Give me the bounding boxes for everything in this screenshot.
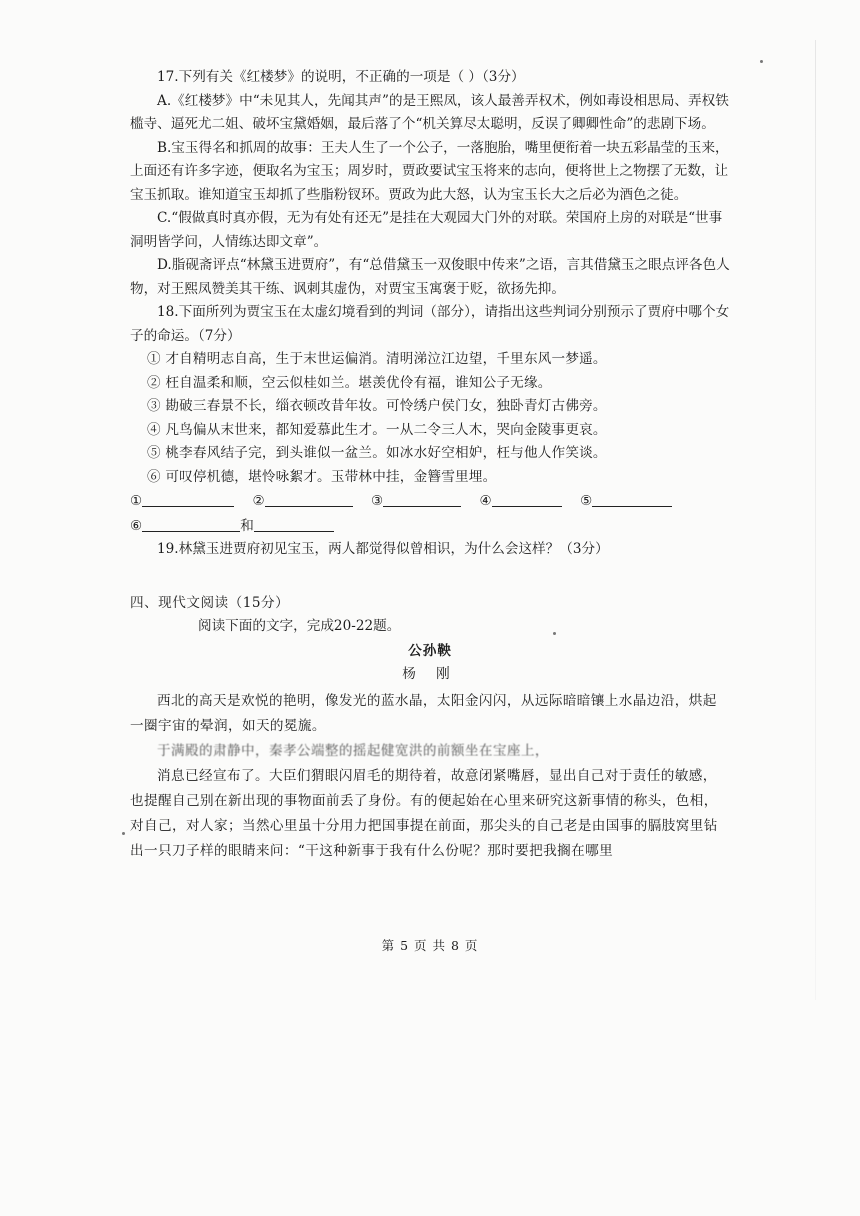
q18-item-4: ④ 凡鸟偏从末世来，都知爱慕此生才。一从二令三人木，哭向金陵事更哀。	[147, 421, 607, 438]
section-heading: 四、现代文阅读（15分）	[130, 594, 290, 611]
q17-option-a: A.《红楼梦》中“未见其人，先闻其声”的是王熙凤，该人最善弄权术，例如毒设相思局、弄权铁槛寺、逼死尤二姐、破坏宝黛婚姻，最后落了个“机关算尽太聪明，反误了卿卿性命”的悲剧下场。	[130, 92, 729, 132]
q17-option-b: B.宝玉得名和抓周的故事：王夫人生了一个公子，一落胞胎，嘴里便衔着一块五彩晶莹的玉来，上面还有许多字迹，便取名为宝玉；周岁时，贾政要试宝玉将来的志向，便将世上之物摆了无数，让宝玉抓取。谁知道宝玉却抓了些脂粉钗环。贾政为此大怒，认为宝玉长大之后必为酒色之徒。	[130, 139, 729, 203]
answer-blank[interactable]	[592, 489, 672, 507]
q18-item-2: ② 枉自温柔和顺，空云似桂如兰。堪羡优伶有福，谁知公子无缘。	[147, 374, 552, 391]
answer-blank[interactable]	[492, 489, 562, 507]
scan-edge-shadow	[815, 40, 816, 1000]
answer-blank[interactable]	[265, 489, 353, 507]
q17-stem: 17.下列有关《红楼梦》的说明，不正确的一项是（ ）（3分）	[157, 69, 525, 85]
scan-speck	[122, 832, 125, 835]
q18-answer-blanks	[130, 489, 730, 514]
reading-instruction: 阅读下面的文字，完成20-22题。	[198, 618, 401, 634]
q18-item-6: ⑥ 可叹停机德，堪怜咏絮才。玉带林中挂，金簪雪里埋。	[147, 468, 497, 485]
essay-paragraph-smudged: 于满殿的肃静中，秦孝公端整的摇起健宽洪的前额坐在宝座上，	[157, 742, 549, 759]
essay-title: 公孙鞅	[408, 642, 452, 659]
q19-stem: 19.林黛玉进贾府初见宝玉，两人都觉得似曾相识，为什么会这样？（3分）	[157, 541, 609, 557]
blank-label: ④	[479, 493, 492, 509]
essay-paragraph: 消息已经宣布了。大臣们猬眼闪眉毛的期待着，故意闭紧嘴唇，显出自己对于责任的敏感，也提醒自己别在新出现的事物面前丢了身份。有的便起始在心里来研究这新事情的称头，色相，对自己，对人家；当然心里虽十分用力把国事提在前面，那尖头的自己老是由国事的膈肢窝里钻出一只刀子样的眼睛来问：“干这种新事于我有什么份呢？那时要把我搁在哪里	[130, 767, 718, 859]
q17-option-d: D.脂砚斋评点“林黛玉进贾府”，有“总借黛玉一双俊眼中传来”之语，言其借黛玉之眼点评各色人物，对王熙凤赞美其干练、讽刺其虚伪，对贾宝玉寓褒于贬，欲扬先抑。	[130, 257, 730, 297]
blank-label: ①	[130, 493, 143, 509]
blank-label: 和	[240, 517, 254, 534]
answer-blank[interactable]	[254, 514, 334, 532]
blank-label: ⑥	[130, 517, 143, 534]
essay-paragraph: 西北的高天是欢悦的艳明，像发光的蓝水晶，太阳金闪闪，从远际暗暗镶上水晶边沿，烘起一圈宇宙的晕润，如天的冕旒。	[130, 692, 717, 734]
essay-author: 杨 刚	[402, 666, 458, 682]
blank-label: ⑤	[580, 493, 593, 509]
q17-option-c: C.“假做真时真亦假，无为有处有还无”是挂在大观园大门外的对联。荣国府上房的对联是“世事洞明皆学问，人情练达即文章”。	[130, 210, 723, 250]
answer-blank[interactable]	[142, 514, 240, 532]
q18-stem: 18.下面所列为贾宝玉在太虚幻境看到的判词（部分），请指出这些判词分别预示了贾府中哪个女子的命运。（7分）	[130, 304, 730, 344]
answer-blank[interactable]	[383, 489, 461, 507]
scan-speck	[760, 60, 763, 63]
blank-label: ②	[252, 493, 265, 509]
q18-item-3: ③ 勘破三春景不长，缁衣顿改昔年妆。可怜绣户侯门女，独卧青灯古佛旁。	[147, 398, 607, 414]
q18-answer-blanks-row2	[130, 514, 730, 539]
answer-blank[interactable]	[142, 489, 234, 507]
q18-item-1: ① 才自精明志自高，生于末世运偏消。清明涕泣江边望，千里东风一梦遥。	[147, 351, 607, 367]
blank-label: ③	[371, 493, 384, 509]
page-number-footer: 第 5 页 共 8 页	[381, 938, 479, 953]
q18-item-5: ⑤ 桃李春风结子完，到头谁似一盆兰。如冰水好空相妒，枉与他人作笑谈。	[147, 445, 607, 461]
page-content	[130, 66, 730, 864]
